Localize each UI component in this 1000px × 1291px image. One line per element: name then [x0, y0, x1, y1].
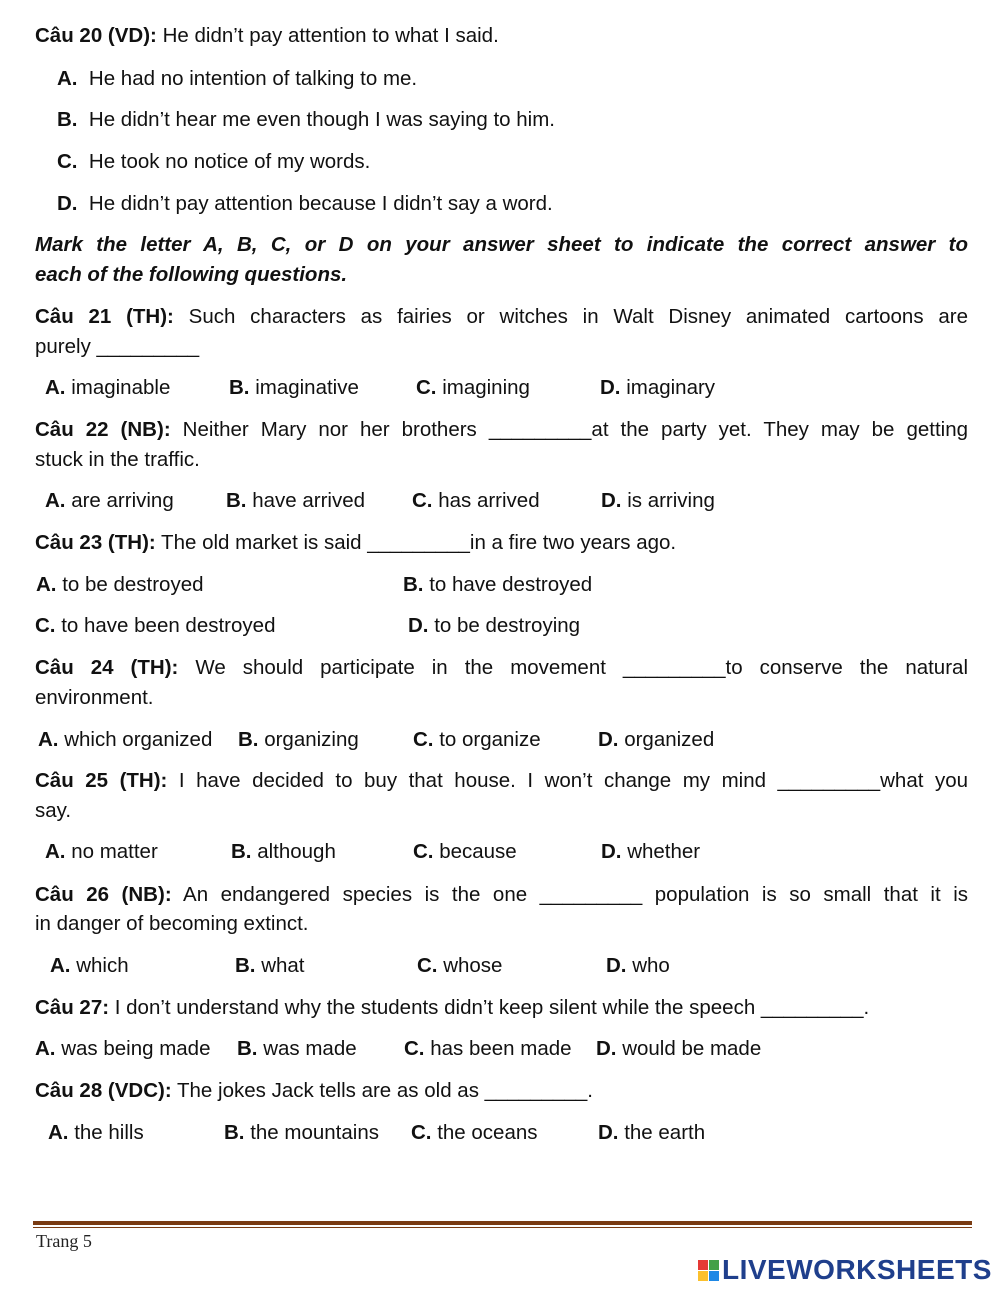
liveworksheets-logo [698, 1254, 992, 1286]
question-label: Câu 20 (VD): [35, 24, 157, 47]
q25-option-a[interactable] [45, 840, 158, 864]
q26-option-c[interactable] [417, 954, 502, 978]
question-label: Câu 21 (TH): [35, 305, 174, 328]
option-letter: C. [35, 614, 56, 637]
q22-option-a[interactable] [45, 489, 174, 513]
question-label: Câu 24 (TH): [35, 656, 179, 679]
question-stem: Neither Mary nor her brothers _________at the party yet. They may be getting [170, 418, 969, 441]
q25-option-d[interactable] [601, 840, 700, 864]
option-text: who [626, 954, 670, 977]
logo-text: LIVEWORKSHEETS [722, 1254, 992, 1285]
option-letter: D. [57, 192, 78, 215]
q20-option-c[interactable] [57, 150, 370, 174]
option-text: imaginative [249, 376, 359, 399]
option-letter: B. [238, 728, 259, 751]
q22-option-d[interactable] [601, 489, 715, 513]
option-letter: C. [411, 1121, 432, 1144]
option-text: what [255, 954, 305, 977]
option-text: was being made [55, 1037, 211, 1060]
option-text: He didn’t pay attention because I didn’t say a word. [88, 192, 553, 215]
question-label: Câu 22 (NB): [35, 418, 171, 441]
question-label: Câu 25 (TH): [35, 769, 168, 792]
option-text: imaginary [620, 376, 716, 399]
q23-option-b[interactable] [403, 573, 592, 597]
question-label: Câu 28 (VDC): [35, 1079, 172, 1102]
option-text: although [251, 840, 336, 863]
option-text: which [70, 954, 129, 977]
option-letter: A. [45, 489, 66, 512]
option-letter: B. [229, 376, 250, 399]
option-letter: B. [57, 108, 78, 131]
q24-option-c[interactable] [413, 728, 541, 752]
option-text: whose [437, 954, 503, 977]
question-26-cont: in danger of becoming extinct. [35, 912, 309, 935]
option-text: would be made [616, 1037, 762, 1060]
question-21 [35, 305, 968, 329]
option-text: to have been destroyed [55, 614, 276, 637]
q21-option-a[interactable] [45, 376, 170, 400]
option-text: He didn’t hear me even though I was saying to him. [88, 108, 555, 131]
q22-option-c[interactable] [412, 489, 540, 513]
question-label: Câu 27: [35, 996, 110, 1019]
option-letter: C. [57, 150, 78, 173]
option-text: which organized [58, 728, 213, 751]
footer-rule-thin [33, 1227, 972, 1228]
page-number: Trang 5 [36, 1231, 92, 1251]
option-letter: D. [601, 489, 622, 512]
option-letter: A. [45, 840, 66, 863]
option-letter: C. [412, 489, 433, 512]
q22-option-b[interactable] [226, 489, 365, 513]
option-letter: D. [408, 614, 429, 637]
q28-option-d[interactable] [598, 1121, 705, 1145]
option-text: has arrived [432, 489, 540, 512]
option-letter: A. [57, 67, 78, 90]
question-27 [35, 996, 869, 1020]
option-letter: B. [235, 954, 256, 977]
option-text: imaginable [65, 376, 171, 399]
option-text: are arriving [65, 489, 174, 512]
option-letter: A. [35, 1037, 56, 1060]
option-letter: C. [413, 840, 434, 863]
q20-option-b[interactable] [57, 108, 555, 132]
option-letter: B. [224, 1121, 245, 1144]
option-text: to be destroyed [56, 573, 204, 596]
option-letter: A. [48, 1121, 69, 1144]
option-letter: C. [416, 376, 437, 399]
logo-block [698, 1260, 708, 1270]
option-text: to organize [433, 728, 541, 751]
question-25 [35, 769, 968, 793]
option-text: to have destroyed [423, 573, 593, 596]
q21-option-c[interactable] [416, 376, 530, 400]
logo-blocks-icon [698, 1260, 719, 1281]
option-text: was made [257, 1037, 357, 1060]
option-text: because [433, 840, 517, 863]
question-stem: He didn’t pay attention to what I said. [156, 24, 499, 47]
footer-rule [33, 1221, 972, 1225]
q27-option-b[interactable] [237, 1037, 357, 1061]
option-letter: D. [598, 1121, 619, 1144]
q23-option-a[interactable] [36, 573, 204, 597]
option-letter: D. [600, 376, 621, 399]
option-text: is arriving [621, 489, 715, 512]
logo-block [698, 1271, 708, 1281]
option-text: organized [618, 728, 715, 751]
q24-option-b[interactable] [238, 728, 359, 752]
option-letter: A. [38, 728, 59, 751]
option-text: the mountains [244, 1121, 379, 1144]
question-22 [35, 418, 968, 442]
option-text: whether [621, 840, 701, 863]
q20-option-a[interactable] [57, 67, 417, 91]
instruction-line-2: each of the following questions. [35, 263, 348, 286]
option-text: the oceans [431, 1121, 538, 1144]
question-stem: The old market is said _________in a fire two years ago. [155, 531, 677, 554]
option-letter: A. [45, 376, 66, 399]
q24-option-a[interactable] [38, 728, 212, 752]
q21-option-b[interactable] [229, 376, 359, 400]
q20-option-d[interactable] [57, 192, 553, 216]
question-28 [35, 1079, 593, 1103]
option-letter: B. [237, 1037, 258, 1060]
question-24 [35, 656, 968, 680]
option-text: He had no intention of talking to me. [88, 67, 418, 90]
question-stem: We should participate in the movement _________to conserve the natural [178, 656, 968, 679]
q23-option-d[interactable] [408, 614, 580, 638]
question-26 [35, 883, 968, 907]
question-20 [35, 24, 499, 48]
option-text: no matter [65, 840, 158, 863]
q23-option-c[interactable] [35, 614, 275, 638]
option-text: have arrived [246, 489, 366, 512]
logo-block [709, 1260, 719, 1270]
option-letter: C. [413, 728, 434, 751]
option-text: the earth [618, 1121, 706, 1144]
option-letter: B. [403, 573, 424, 596]
option-text: the hills [68, 1121, 144, 1144]
q28-option-a[interactable] [48, 1121, 144, 1145]
question-stem: An endangered species is the one _________ population is so small that it is [171, 883, 968, 906]
question-stem: The jokes Jack tells are as old as _________. [171, 1079, 593, 1102]
option-letter: D. [596, 1037, 617, 1060]
question-21-cont: purely _________ [35, 335, 200, 358]
q27-option-a[interactable] [35, 1037, 210, 1061]
logo-block [709, 1271, 719, 1281]
option-letter: A. [50, 954, 71, 977]
option-text: imagining [436, 376, 530, 399]
option-letter: D. [598, 728, 619, 751]
option-text: to be destroying [428, 614, 581, 637]
option-letter: A. [36, 573, 57, 596]
q27-option-d[interactable] [596, 1037, 761, 1061]
option-letter: D. [606, 954, 627, 977]
question-25-cont: say. [35, 799, 72, 822]
option-text: has been made [424, 1037, 572, 1060]
q26-option-b[interactable] [235, 954, 305, 978]
instruction-line-1: Mark the letter A, B, C, or D on your answer sheet to indicate the correct answer to [35, 233, 968, 256]
option-letter: C. [417, 954, 438, 977]
q28-option-c[interactable] [411, 1121, 538, 1145]
question-24-cont: environment. [35, 686, 154, 709]
question-label: Câu 23 (TH): [35, 531, 156, 554]
question-stem: I have decided to buy that house. I won’t change my mind _________what you [167, 769, 968, 792]
q26-option-a[interactable] [50, 954, 129, 978]
option-letter: B. [231, 840, 252, 863]
option-letter: C. [404, 1037, 425, 1060]
option-letter: D. [601, 840, 622, 863]
q24-option-d[interactable] [598, 728, 714, 752]
option-text: He took no notice of my words. [88, 150, 371, 173]
q28-option-b[interactable] [224, 1121, 379, 1145]
q27-option-c[interactable] [404, 1037, 572, 1061]
question-label: Câu 26 (NB): [35, 883, 172, 906]
q26-option-d[interactable] [606, 954, 670, 978]
option-text: organizing [258, 728, 359, 751]
option-letter: B. [226, 489, 247, 512]
q21-option-d[interactable] [600, 376, 715, 400]
question-23 [35, 531, 676, 555]
q25-option-c[interactable] [413, 840, 517, 864]
question-stem: I don’t understand why the students didn’t keep silent while the speech _________. [109, 996, 870, 1019]
question-22-cont: stuck in the traffic. [35, 448, 200, 471]
question-stem: Such characters as fairies or witches in Walt Disney animated cartoons are [173, 305, 968, 328]
q25-option-b[interactable] [231, 840, 336, 864]
